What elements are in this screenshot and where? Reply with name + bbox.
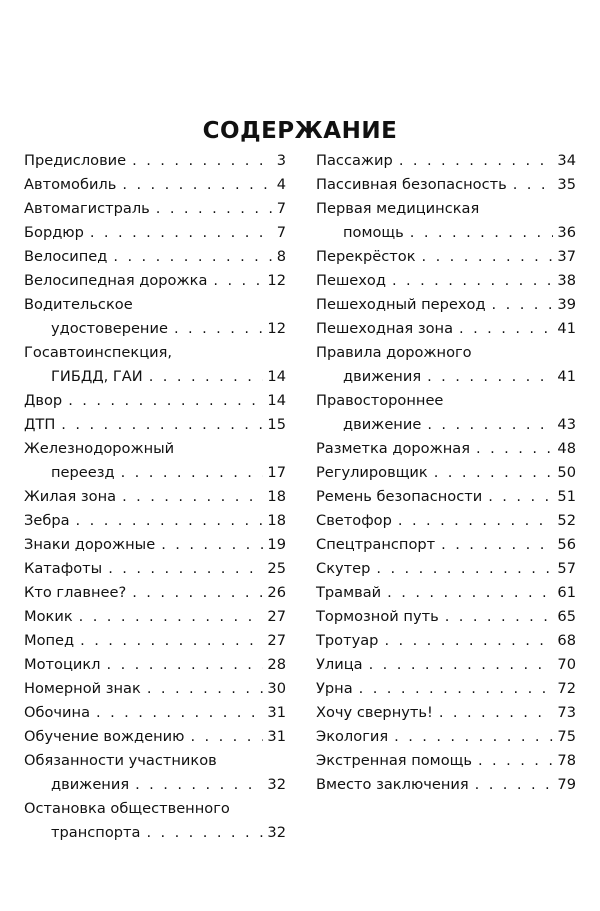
toc-entry-title: Тротуар bbox=[316, 632, 379, 649]
toc-entry-title: Урна bbox=[316, 680, 353, 697]
toc-page-number: 32 bbox=[267, 824, 286, 841]
toc-page-number: 4 bbox=[276, 176, 286, 193]
toc-entry-title: ГИБДД, ГАИ bbox=[51, 368, 143, 385]
toc-leader-dots bbox=[399, 149, 554, 173]
toc-leader-dots bbox=[122, 173, 272, 197]
toc-leader-dots bbox=[107, 653, 264, 677]
toc-entry-line bbox=[24, 749, 286, 773]
toc-leader-dots bbox=[135, 773, 263, 797]
toc-leader-dots bbox=[161, 533, 263, 557]
toc-page-number: 31 bbox=[267, 704, 286, 721]
toc-entry[interactable] bbox=[316, 653, 576, 677]
toc-leader-dots bbox=[478, 749, 553, 773]
toc-leader-dots bbox=[156, 197, 273, 221]
toc-page-number: 27 bbox=[267, 608, 286, 625]
toc-entry-title: Пешеход bbox=[316, 272, 386, 289]
toc-leader-dots bbox=[475, 773, 554, 797]
toc-leader-dots bbox=[387, 581, 553, 605]
toc-entry[interactable] bbox=[316, 773, 576, 797]
toc-leader-dots bbox=[147, 677, 264, 701]
toc-entry-title: Первая медицинская bbox=[316, 200, 480, 217]
toc-entry-line bbox=[24, 533, 286, 557]
toc-page-number: 79 bbox=[557, 776, 576, 793]
toc-leader-dots bbox=[61, 413, 263, 437]
toc-page-number: 14 bbox=[267, 392, 286, 409]
toc-entry-title: Регулировщик bbox=[316, 464, 428, 481]
toc-entry-title: Перекрёсток bbox=[316, 248, 416, 265]
toc-entry[interactable] bbox=[316, 197, 576, 245]
toc-entry-line bbox=[24, 389, 286, 413]
toc-entry[interactable] bbox=[316, 533, 576, 557]
toc-leader-dots bbox=[488, 485, 553, 509]
toc-entry-line bbox=[316, 197, 576, 221]
toc-entry-title: Автомагистраль bbox=[24, 200, 150, 217]
toc-page-number: 65 bbox=[557, 608, 576, 625]
toc-entry[interactable] bbox=[316, 437, 576, 461]
toc-leader-dots bbox=[513, 173, 554, 197]
toc-entry-line bbox=[24, 557, 286, 581]
toc-page-number: 75 bbox=[557, 728, 576, 745]
toc-entry[interactable] bbox=[24, 293, 286, 341]
toc-entry-line bbox=[316, 749, 576, 773]
toc-page-number: 39 bbox=[557, 296, 576, 313]
toc-entry-title: движения bbox=[51, 776, 130, 793]
toc-page-number: 3 bbox=[276, 152, 286, 169]
toc-entry-title: Зебра bbox=[24, 512, 70, 529]
toc-entry-title: Экология bbox=[316, 728, 389, 745]
toc-entry[interactable] bbox=[24, 485, 286, 509]
toc-entry[interactable] bbox=[316, 509, 576, 533]
toc-entry[interactable] bbox=[316, 701, 576, 725]
toc-entry-line bbox=[24, 341, 286, 365]
toc-leader-dots bbox=[492, 293, 554, 317]
toc-entry[interactable] bbox=[316, 389, 576, 437]
toc-entry[interactable] bbox=[24, 797, 286, 845]
toc-entry-title: Ремень безопасности bbox=[316, 488, 483, 505]
toc-leader-dots bbox=[79, 605, 264, 629]
toc-left-column bbox=[24, 149, 286, 845]
toc-entry-title: Кто главнее? bbox=[24, 584, 127, 601]
toc-leader-dots bbox=[174, 317, 263, 341]
toc-entry-title: ДТП bbox=[24, 416, 56, 433]
toc-leader-dots bbox=[68, 389, 263, 413]
toc-entry[interactable] bbox=[24, 341, 286, 389]
toc-entry[interactable] bbox=[316, 269, 576, 293]
toc-entry-line bbox=[316, 317, 576, 341]
toc-leader-dots bbox=[113, 245, 272, 269]
toc-entry[interactable] bbox=[24, 725, 286, 749]
toc-page-number: 51 bbox=[557, 488, 576, 505]
toc-page-number: 17 bbox=[267, 464, 286, 481]
toc-page-number: 30 bbox=[267, 680, 286, 697]
toc-page-number: 41 bbox=[557, 320, 576, 337]
toc-leader-dots bbox=[445, 605, 554, 629]
toc-entry[interactable] bbox=[316, 173, 576, 197]
toc-entry-title: Светофор bbox=[316, 512, 392, 529]
toc-entry-line bbox=[24, 797, 286, 821]
toc-page-number: 8 bbox=[276, 248, 286, 265]
toc-page-number: 12 bbox=[267, 272, 286, 289]
toc-entry-line bbox=[316, 221, 576, 245]
toc-entry-line bbox=[24, 461, 286, 485]
toc-page-number: 27 bbox=[267, 632, 286, 649]
toc-entry[interactable] bbox=[24, 221, 286, 245]
toc-entry-title: Обязанности участников bbox=[24, 752, 217, 769]
toc-leader-dots bbox=[398, 509, 554, 533]
toc-entry[interactable] bbox=[316, 485, 576, 509]
toc-page-number: 72 bbox=[557, 680, 576, 697]
toc-entry-line bbox=[24, 149, 286, 173]
toc-entry-title: Тормозной путь bbox=[316, 608, 439, 625]
toc-entry[interactable] bbox=[316, 293, 576, 317]
toc-entry-line bbox=[316, 701, 576, 725]
toc-page-number: 18 bbox=[267, 512, 286, 529]
page-title: СОДЕРЖАНИЕ bbox=[202, 118, 398, 145]
toc-entry-line bbox=[316, 341, 576, 365]
toc-leader-dots bbox=[476, 437, 553, 461]
toc-page-number: 50 bbox=[557, 464, 576, 481]
toc-entry[interactable] bbox=[24, 413, 286, 437]
toc-leader-dots bbox=[190, 725, 263, 749]
toc-leader-dots bbox=[384, 629, 553, 653]
toc-entry-line bbox=[24, 437, 286, 461]
toc-page-number: 68 bbox=[557, 632, 576, 649]
toc-entry-line bbox=[24, 269, 286, 293]
toc-entry[interactable] bbox=[24, 701, 286, 725]
toc-leader-dots bbox=[427, 365, 553, 389]
toc-entry-title: движения bbox=[343, 368, 422, 385]
toc-entry-line bbox=[316, 773, 576, 797]
toc-leader-dots bbox=[96, 701, 263, 725]
toc-entry-line bbox=[316, 485, 576, 509]
toc-entry-line bbox=[316, 557, 576, 581]
toc-entry-title: Пассажир bbox=[316, 152, 393, 169]
toc-entry-title: Улица bbox=[316, 656, 363, 673]
toc-entry-title: Обочина bbox=[24, 704, 91, 721]
toc-entry-title: Пешеходная зона bbox=[316, 320, 454, 337]
toc-entry-line bbox=[316, 437, 576, 461]
toc-leader-dots bbox=[359, 677, 554, 701]
toc-page-number: 26 bbox=[267, 584, 286, 601]
toc-leader-dots bbox=[376, 557, 553, 581]
toc-page-number: 12 bbox=[267, 320, 286, 337]
toc-entry-title: Скутер bbox=[316, 560, 371, 577]
toc-page-number: 31 bbox=[267, 728, 286, 745]
toc-entry[interactable] bbox=[24, 173, 286, 197]
toc-entry-line bbox=[24, 581, 286, 605]
toc-entry-line bbox=[316, 461, 576, 485]
toc-page-number: 14 bbox=[267, 368, 286, 385]
toc-leader-dots bbox=[441, 533, 553, 557]
toc-entry[interactable] bbox=[24, 653, 286, 677]
toc-entry[interactable] bbox=[24, 197, 286, 221]
toc-entry-title: Номерной знак bbox=[24, 680, 141, 697]
toc-leader-dots bbox=[434, 461, 554, 485]
toc-entry-title: транспорта bbox=[51, 824, 141, 841]
toc-entry-line bbox=[24, 509, 286, 533]
toc-entry-line bbox=[316, 509, 576, 533]
toc-entry-line bbox=[24, 173, 286, 197]
toc-entry-line bbox=[316, 293, 576, 317]
toc-entry-line bbox=[316, 269, 576, 293]
toc-entry[interactable] bbox=[316, 245, 576, 269]
toc-entry[interactable] bbox=[24, 557, 286, 581]
toc-entry-title: Вместо заключения bbox=[316, 776, 469, 793]
toc-entry-title: Жилая зона bbox=[24, 488, 117, 505]
toc-entry-title: Знаки дорожные bbox=[24, 536, 156, 553]
toc-leader-dots bbox=[122, 485, 263, 509]
toc-entry-title: Велосипедная дорожка bbox=[24, 272, 208, 289]
toc-right-column bbox=[316, 149, 576, 797]
toc-entry-title: Велосипед bbox=[24, 248, 108, 265]
toc-entry-title: Двор bbox=[24, 392, 63, 409]
toc-page-number: 18 bbox=[267, 488, 286, 505]
toc-entry-title: удостоверение bbox=[51, 320, 168, 337]
toc-entry[interactable] bbox=[24, 533, 286, 557]
toc-entry[interactable] bbox=[24, 509, 286, 533]
toc-entry-line bbox=[24, 413, 286, 437]
toc-entry[interactable] bbox=[24, 269, 286, 293]
toc-leader-dots bbox=[108, 557, 263, 581]
toc-entry-title: Разметка дорожная bbox=[316, 440, 471, 457]
toc-entry-line bbox=[24, 365, 286, 389]
toc-leader-dots bbox=[422, 245, 554, 269]
toc-page-number: 7 bbox=[276, 200, 286, 217]
toc-entry-title: Мопед bbox=[24, 632, 75, 649]
toc-entry[interactable] bbox=[24, 245, 286, 269]
toc-entry[interactable] bbox=[316, 629, 576, 653]
toc-entry[interactable] bbox=[316, 461, 576, 485]
toc-entry-title: Пешеходный переход bbox=[316, 296, 486, 313]
toc-entry[interactable] bbox=[316, 341, 576, 389]
toc-page-number: 15 bbox=[267, 416, 286, 433]
toc-entry-line bbox=[316, 245, 576, 269]
toc-entry[interactable] bbox=[316, 605, 576, 629]
toc-page-number: 35 bbox=[557, 176, 576, 193]
toc-entry-title: Остановка общественного bbox=[24, 800, 230, 817]
toc-leader-dots bbox=[410, 221, 554, 245]
toc-page-number: 57 bbox=[557, 560, 576, 577]
toc-leader-dots bbox=[132, 149, 273, 173]
toc-entry[interactable] bbox=[24, 749, 286, 797]
toc-leader-dots bbox=[121, 461, 264, 485]
toc-entry-title: помощь bbox=[343, 224, 404, 241]
toc-entry-line bbox=[24, 197, 286, 221]
toc-entry-line bbox=[24, 653, 286, 677]
toc-page-number: 73 bbox=[557, 704, 576, 721]
toc-entry[interactable] bbox=[24, 437, 286, 485]
toc-entry[interactable] bbox=[316, 581, 576, 605]
toc-entry-line bbox=[316, 389, 576, 413]
toc-entry-line bbox=[24, 821, 286, 845]
toc-page-number: 43 bbox=[557, 416, 576, 433]
toc-leader-dots bbox=[394, 725, 553, 749]
toc-entry-line bbox=[24, 485, 286, 509]
toc-entry[interactable] bbox=[316, 149, 576, 173]
toc-entry-title: Хочу свернуть! bbox=[316, 704, 433, 721]
toc-entry-line bbox=[316, 581, 576, 605]
toc-entry-title: движение bbox=[343, 416, 422, 433]
toc-leader-dots bbox=[146, 821, 263, 845]
toc-entry-line bbox=[316, 629, 576, 653]
toc-page-number: 25 bbox=[267, 560, 286, 577]
toc-page-number: 36 bbox=[557, 224, 576, 241]
toc-entry-line bbox=[316, 173, 576, 197]
toc-page-number: 61 bbox=[557, 584, 576, 601]
toc-entry-title: Мотоцикл bbox=[24, 656, 101, 673]
toc-entry-line bbox=[24, 725, 286, 749]
toc-entry-line bbox=[316, 725, 576, 749]
toc-entry-line bbox=[316, 149, 576, 173]
toc-entry[interactable] bbox=[24, 581, 286, 605]
toc-leader-dots bbox=[213, 269, 263, 293]
toc-entry-line bbox=[24, 701, 286, 725]
toc-page-number: 28 bbox=[267, 656, 286, 673]
toc-entry-title: Трамвай bbox=[316, 584, 382, 601]
toc-entry[interactable] bbox=[24, 629, 286, 653]
toc-entry-title: Железнодорожный bbox=[24, 440, 175, 457]
toc-leader-dots bbox=[132, 581, 263, 605]
toc-leader-dots bbox=[427, 413, 553, 437]
toc-page-number: 70 bbox=[557, 656, 576, 673]
toc-entry[interactable] bbox=[24, 677, 286, 701]
toc-entry-title: Мокик bbox=[24, 608, 73, 625]
toc-entry-title: Правила дорожного bbox=[316, 344, 472, 361]
toc-page-number: 34 bbox=[557, 152, 576, 169]
toc-page-number: 37 bbox=[557, 248, 576, 265]
toc-entry[interactable] bbox=[316, 725, 576, 749]
toc-leader-dots bbox=[80, 629, 263, 653]
toc-page-number: 38 bbox=[557, 272, 576, 289]
toc-entry[interactable] bbox=[316, 677, 576, 701]
toc-entry-line bbox=[24, 293, 286, 317]
toc-leader-dots bbox=[439, 701, 554, 725]
toc-entry-title: Водительское bbox=[24, 296, 133, 313]
toc-entry-title: Обучение вождению bbox=[24, 728, 185, 745]
toc-entry-line bbox=[24, 245, 286, 269]
toc-entry-title: Предисловие bbox=[24, 152, 127, 169]
toc-entry[interactable] bbox=[24, 605, 286, 629]
toc-entry-title: Автомобиль bbox=[24, 176, 117, 193]
toc-entry-title: Спецтранспорт bbox=[316, 536, 436, 553]
toc-entry-line bbox=[316, 365, 576, 389]
toc-entry-line bbox=[24, 677, 286, 701]
toc-entry-title: Катафоты bbox=[24, 560, 103, 577]
toc-entry-title: Пассивная безопасность bbox=[316, 176, 507, 193]
toc-entry-line bbox=[316, 413, 576, 437]
toc-leader-dots bbox=[90, 221, 273, 245]
toc-entry-line bbox=[316, 605, 576, 629]
toc-entry-line bbox=[316, 677, 576, 701]
toc-entry[interactable] bbox=[316, 317, 576, 341]
toc-entry-title: Госавтоинспекция, bbox=[24, 344, 173, 361]
toc-entry[interactable] bbox=[24, 149, 286, 173]
toc-page-number: 19 bbox=[267, 536, 286, 553]
toc-entry-title: Правостороннее bbox=[316, 392, 444, 409]
toc-entry-line bbox=[24, 605, 286, 629]
toc-leader-dots bbox=[392, 269, 553, 293]
toc-entry-line bbox=[316, 653, 576, 677]
toc-entry[interactable] bbox=[316, 749, 576, 773]
toc-leader-dots bbox=[459, 317, 553, 341]
toc-page-number: 7 bbox=[276, 224, 286, 241]
toc-entry[interactable] bbox=[24, 389, 286, 413]
toc-entry-line bbox=[316, 533, 576, 557]
toc-page-number: 32 bbox=[267, 776, 286, 793]
toc-leader-dots bbox=[369, 653, 554, 677]
toc-entry-line bbox=[24, 773, 286, 797]
toc-page-number: 52 bbox=[557, 512, 576, 529]
toc-entry[interactable] bbox=[316, 557, 576, 581]
toc-entry-title: Бордюр bbox=[24, 224, 84, 241]
toc-page-number: 78 bbox=[557, 752, 576, 769]
toc-leader-dots bbox=[149, 365, 264, 389]
toc-entry-line bbox=[24, 629, 286, 653]
toc-entry-line bbox=[24, 317, 286, 341]
toc-entry-title: переезд bbox=[51, 464, 115, 481]
toc-leader-dots bbox=[76, 509, 264, 533]
toc-entry-line bbox=[24, 221, 286, 245]
toc-page-number: 41 bbox=[557, 368, 576, 385]
toc-entry-title: Экстренная помощь bbox=[316, 752, 472, 769]
toc-page-number: 48 bbox=[557, 440, 576, 457]
toc-page-number: 56 bbox=[557, 536, 576, 553]
